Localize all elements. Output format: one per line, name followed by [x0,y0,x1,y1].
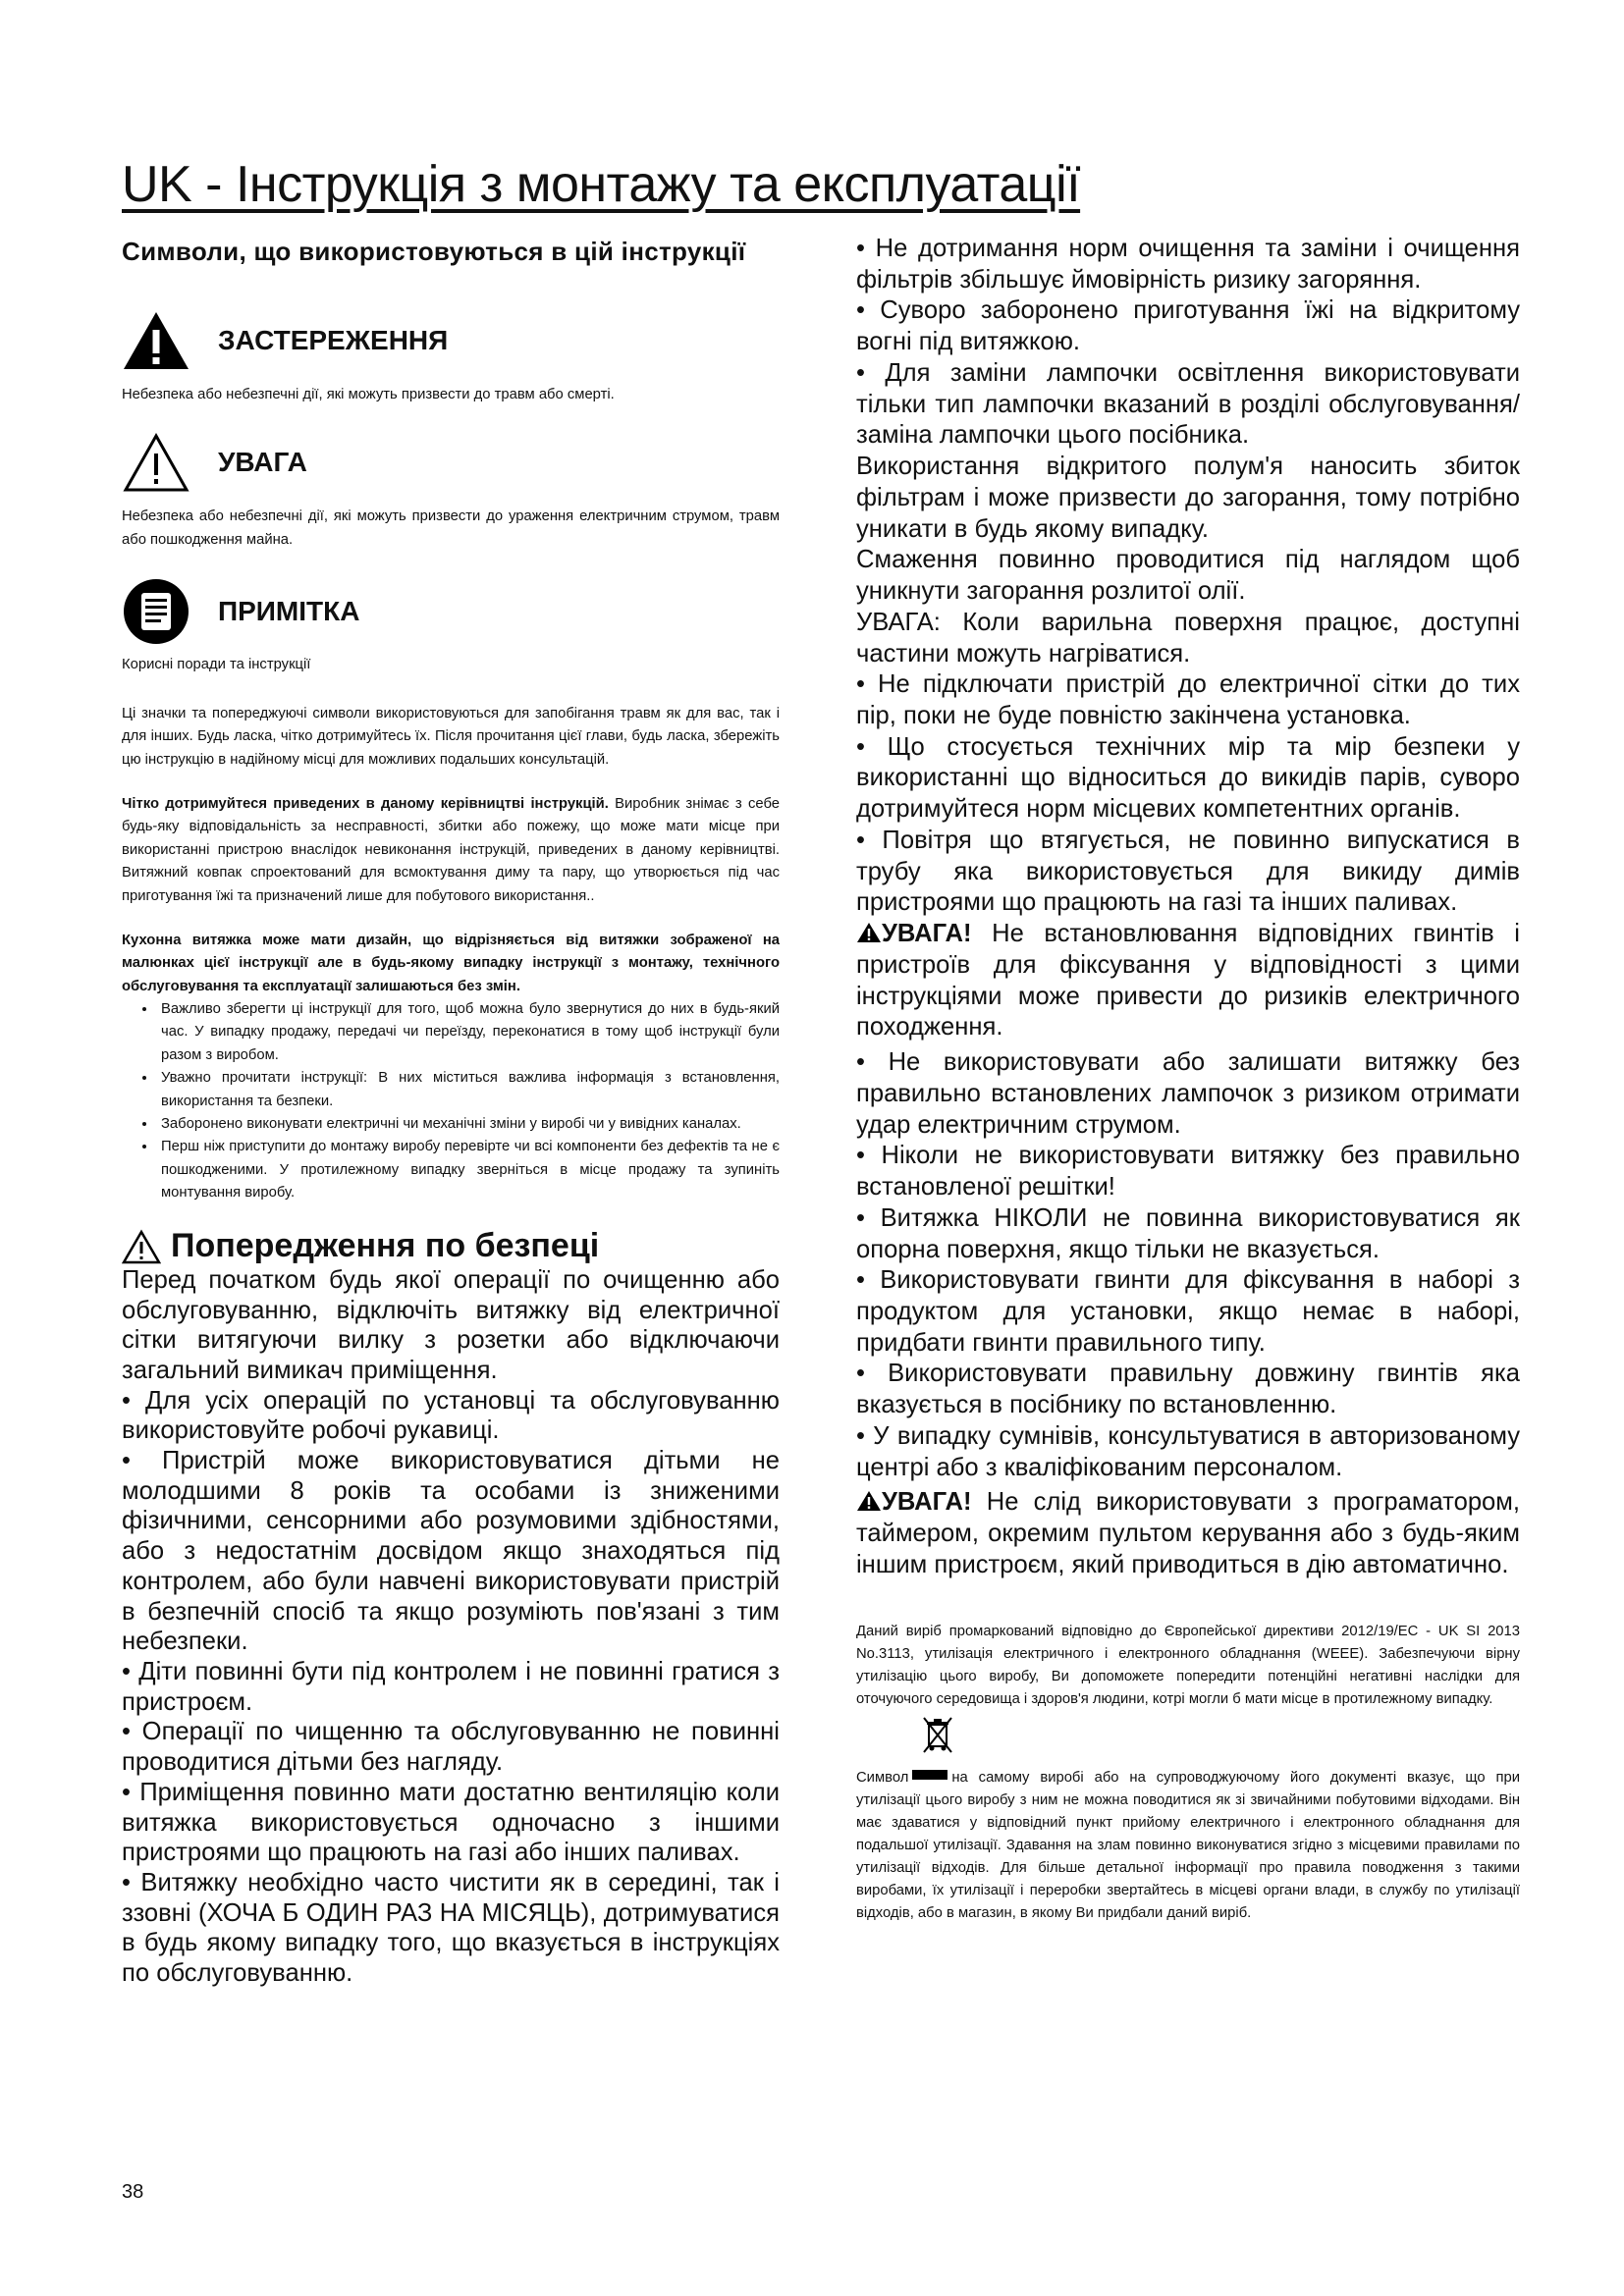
safety-paragraph: • Операції по чищенню та обслуговуванню не повинні проводитися дітьми без нагляду. [122,1718,780,1777]
page-title: UK - Інструкція з монтажу та експлуатації [122,156,1081,213]
intro-paragraph: Ці значки та попереджуючі символи використовуються для запобігання травм як для вас, так і для інших. Будь ласка, чітко дотримуйтесь їх. Після прочитання цієї глави, будь ласка, збережіть цю інструкцію в надійному місці для можливих подальших консультацій. [122,705,780,768]
symbol-description: Небезпека або небезпечні дії, які можуть призвести до ураження електричним струмом, травм або пошкодження майна. [122,507,780,548]
symbol-note [122,573,780,677]
safety-paragraph: • Витяжка НІКОЛИ не повинна використовуватися як опорна поверхня, якщо тільки не вказується. [856,1203,1520,1263]
safety-paragraph: • Не підключати пристрій до електричної сітки до тих пір, поки не буде повністю закінчена установка. [856,670,1520,730]
safety-paragraph: • Пристрій може використовуватися дітьми не молодшими 8 років та особами із зниженими фізичними, сенсорними або розумовими здібностями, або з недостатнім досвідом якщо знаходяться під контролем, або були навчені використовувати пристрій в безпечній спосіб та якщо розуміють пов'язані з тим небезпеки. [122,1447,780,1656]
black-bar-icon [912,1770,947,1780]
right-column [856,234,1520,1925]
weee-symbol-paragraph [856,1767,1520,1926]
safety-paragraph: • Не дотримання норм очищення та заміни і очищення фільтрів збільшує ймовірність ризику загоряння. [856,235,1520,294]
page-number: 38 [122,2181,144,2203]
safety-paragraph: • Повітря що втягується, не повинно випускатися в трубу яка використовується для викиду димів пристроями що працюють на газі та інших паливах. [856,826,1520,917]
design-bold: Кухонна витяжка може мати дизайн, що відрізняється від витяжки зображеної на малюнках цієї інструкції але в будь-якому випадку інструкції з монтажу, технічного обслуговування та експлуатації залишаються без змін. [122,932,780,994]
safety-paragraph: • Що стосується технічних мір та мір безпеки у використанні що відноситься до викидів парів, суворо дотримуйтеся норм місцевих компетентних органів. [856,732,1520,824]
warning-label: УВАГА! [882,1488,972,1517]
safety-paragraph: • Суворо заборонено приготування їжі на відкритому вогні під витяжкою. [856,296,1520,356]
safety-paragraph: Використання відкритого полум'я наносить збиток фільтрам і може призвести до загорання, тому потрібно уникати в будь якому випадку. [856,453,1520,543]
warning-label: УВАГА! [882,920,972,948]
safety-paragraph: • У випадку сумнівів, консультуватися в авторизованому центрі або з кваліфікованим персоналом. [856,1421,1520,1481]
symbols-heading: Символи, що використовуються в цій інструкції [122,237,746,266]
safety-paragraph: • Використовувати правильну довжину гвинтів яка вказується в посібнику по встановленню. [856,1360,1520,1419]
symbol-caution [122,429,780,552]
safety-paragraph: • Для заміни лампочки освітлення використовувати тільки тип лампочки вказаний в розділі обслуговування/заміна лампочки цього посібника. [856,358,1520,450]
list-item: • Перш ніж приступити до монтажу виробу перевірте чи всі компоненти без дефектів та не є пошкодженими. У протилежному випадку зверніться в місце продажу та зупиніть монтування виробу. [157,1136,780,1204]
symbol-title: УВАГА [218,446,307,477]
design-note [122,930,780,998]
safety-section-title [122,1228,780,1264]
left-column [122,236,780,1989]
safety-paragraph: • Ніколи не використовувати витяжку без правильно встановленої решітки! [856,1142,1520,1201]
warning-triangle-filled-icon [122,310,190,371]
safety-paragraph: • Не використовувати або залишати витяжку без правильно встановлених лампочок з ризиком отримати удар електричним струмом. [856,1048,1520,1139]
compliance-bold: Чітко дотримуйтеся приведених в даному керівництві інструкцій. [122,796,609,813]
safety-paragraph: • Діти повинні бути під контролем і не повинні гратися з пристроєм. [122,1657,780,1716]
symbol-description: Небезпека або небезпечні дії, які можуть призвести до травм або смерті. [122,387,615,403]
warning-text: Не слід використовувати з програматором, таймером, окремим пультом керування або з будь-яким іншим пристроєм, який приводиться в дію автоматично. [856,1488,1520,1578]
symbol-title: ПРИМІТКА [218,596,360,627]
symbol-description: Корисні поради та інструкції [122,657,311,673]
caution-triangle-outline-icon [122,1229,161,1264]
safety-paragraph: Перед початком будь якої операції по очищенню або обслуговуванню, відключіть витяжку від електричної сітки витягуючи вилку з розетки або відключаючи загальний вимикач приміщення. [122,1265,780,1384]
symbol-text: на самому виробі або на супроводжуючому його документі вказує, що при утилізації цього виробу з ним не можна поводитися як зі звичайними побутовими відходами. Він має здаватися у відповідний пункт прийому електричного і електронного обладнання для подальшої утилізації. Здавання на злам повинно виконуватися згідно з місцевими правилами по утилізації відходів. Для більше детальної інформації про правила поводження з такими виробами, їх утилізації і переробки звертайтесь в місцеві органи влади, в службу по утилізації відходів, або в магазин, в якому Ви придбали даний виріб. [856,1769,1520,1922]
symbol-title: ЗАСТЕРЕЖЕННЯ [218,325,449,356]
caution-triangle-outline-icon [122,432,190,493]
warning-paragraph [856,919,1520,1043]
safety-paragraph: Смаження повинно проводитися під наглядом щоб уникнути загорання розлитої олії. [856,546,1520,606]
safety-paragraph: • Приміщення повинно мати достатню вентиляцію коли витяжка використовується одночасно з іншими пристроями що працюють на газі або інших паливах. [122,1778,780,1867]
crossed-bin-icon [921,1715,954,1756]
compliance-paragraph [122,793,780,908]
list-item: • Заборонено виконувати електричні чи механічні зміни у виробі чи у вивідних каналах. [157,1113,780,1136]
note-book-icon [122,577,190,646]
warning-paragraph [856,1487,1520,1580]
list-item: • Уважно прочитати інструкції: В них міститься важлива інформація з встановлення, використання та безпеки. [157,1067,780,1113]
design-bullet-list [122,998,780,1204]
list-item: • Важливо зберегти ці інструкції для того, щоб можна було звернутися до них в будь-який час. У випадку продажу, передачі чи переїзду, переконатися в тому щоб інструкції були разом з виробом. [157,998,780,1067]
safety-title: Попередження по безпеці [171,1227,600,1265]
safety-paragraph: • Використовувати гвинти для фіксування в наборі з продуктом для установки, якщо немає в наборі, придбати гвинти правильного типу. [856,1266,1520,1357]
symbol-word: Символ [856,1769,909,1786]
crossed-bin-icon [921,1715,1520,1761]
weee-paragraph: Даний виріб промаркований відповідно до Європейської директиви 2012/19/EC - UK SI 2013 No.3113, утилізація електричного і електронного обладнання (WEEE). Забезпечуючи вірну утилізацію цього виробу, Ви допоможете попередити потенційні негативні наслідки для оточуючого середовища і здоров'я людини, котрі могли б мати місце в протилежному випадку. [856,1623,1520,1707]
safety-paragraph: УВАГА: Коли варильна поверхня працює, доступні частини можуть нагріватися. [856,608,1520,667]
compliance-text: Виробник знімає з себе будь-яку відповідальність за несправності, збитки або пожежу, що може мати місце при використанні пристрою внаслідок невиконання інструкцій, приведених в даному керівництві. Витяжний ковпак спроектований для всмоктування диму та пару, що утворюється під час приготування їжі та призначений лише для побутового використання.. [122,796,780,904]
warning-triangle-filled-icon [856,1490,882,1512]
safety-paragraph: • Для усіх операцій по установці та обслуговуванню використовуйте робочі рукавиці. [122,1386,780,1445]
warning-triangle-filled-icon [856,922,882,943]
warning-text: Не встановлювання відповідних гвинтів і пристроїв для фіксування у відповідності з цими інструкціями може привести до ризиків електричного походження. [856,920,1520,1041]
safety-paragraph: • Витяжку необхідно часто чистити як в середині, так і ззовні (ХОЧА Б ОДИН РАЗ НА МІСЯЦЬ), дотримуватися в будь якому випадку того, що вказується в інструкціях по обслуговуванню. [122,1868,780,1988]
symbol-warning [122,307,780,407]
